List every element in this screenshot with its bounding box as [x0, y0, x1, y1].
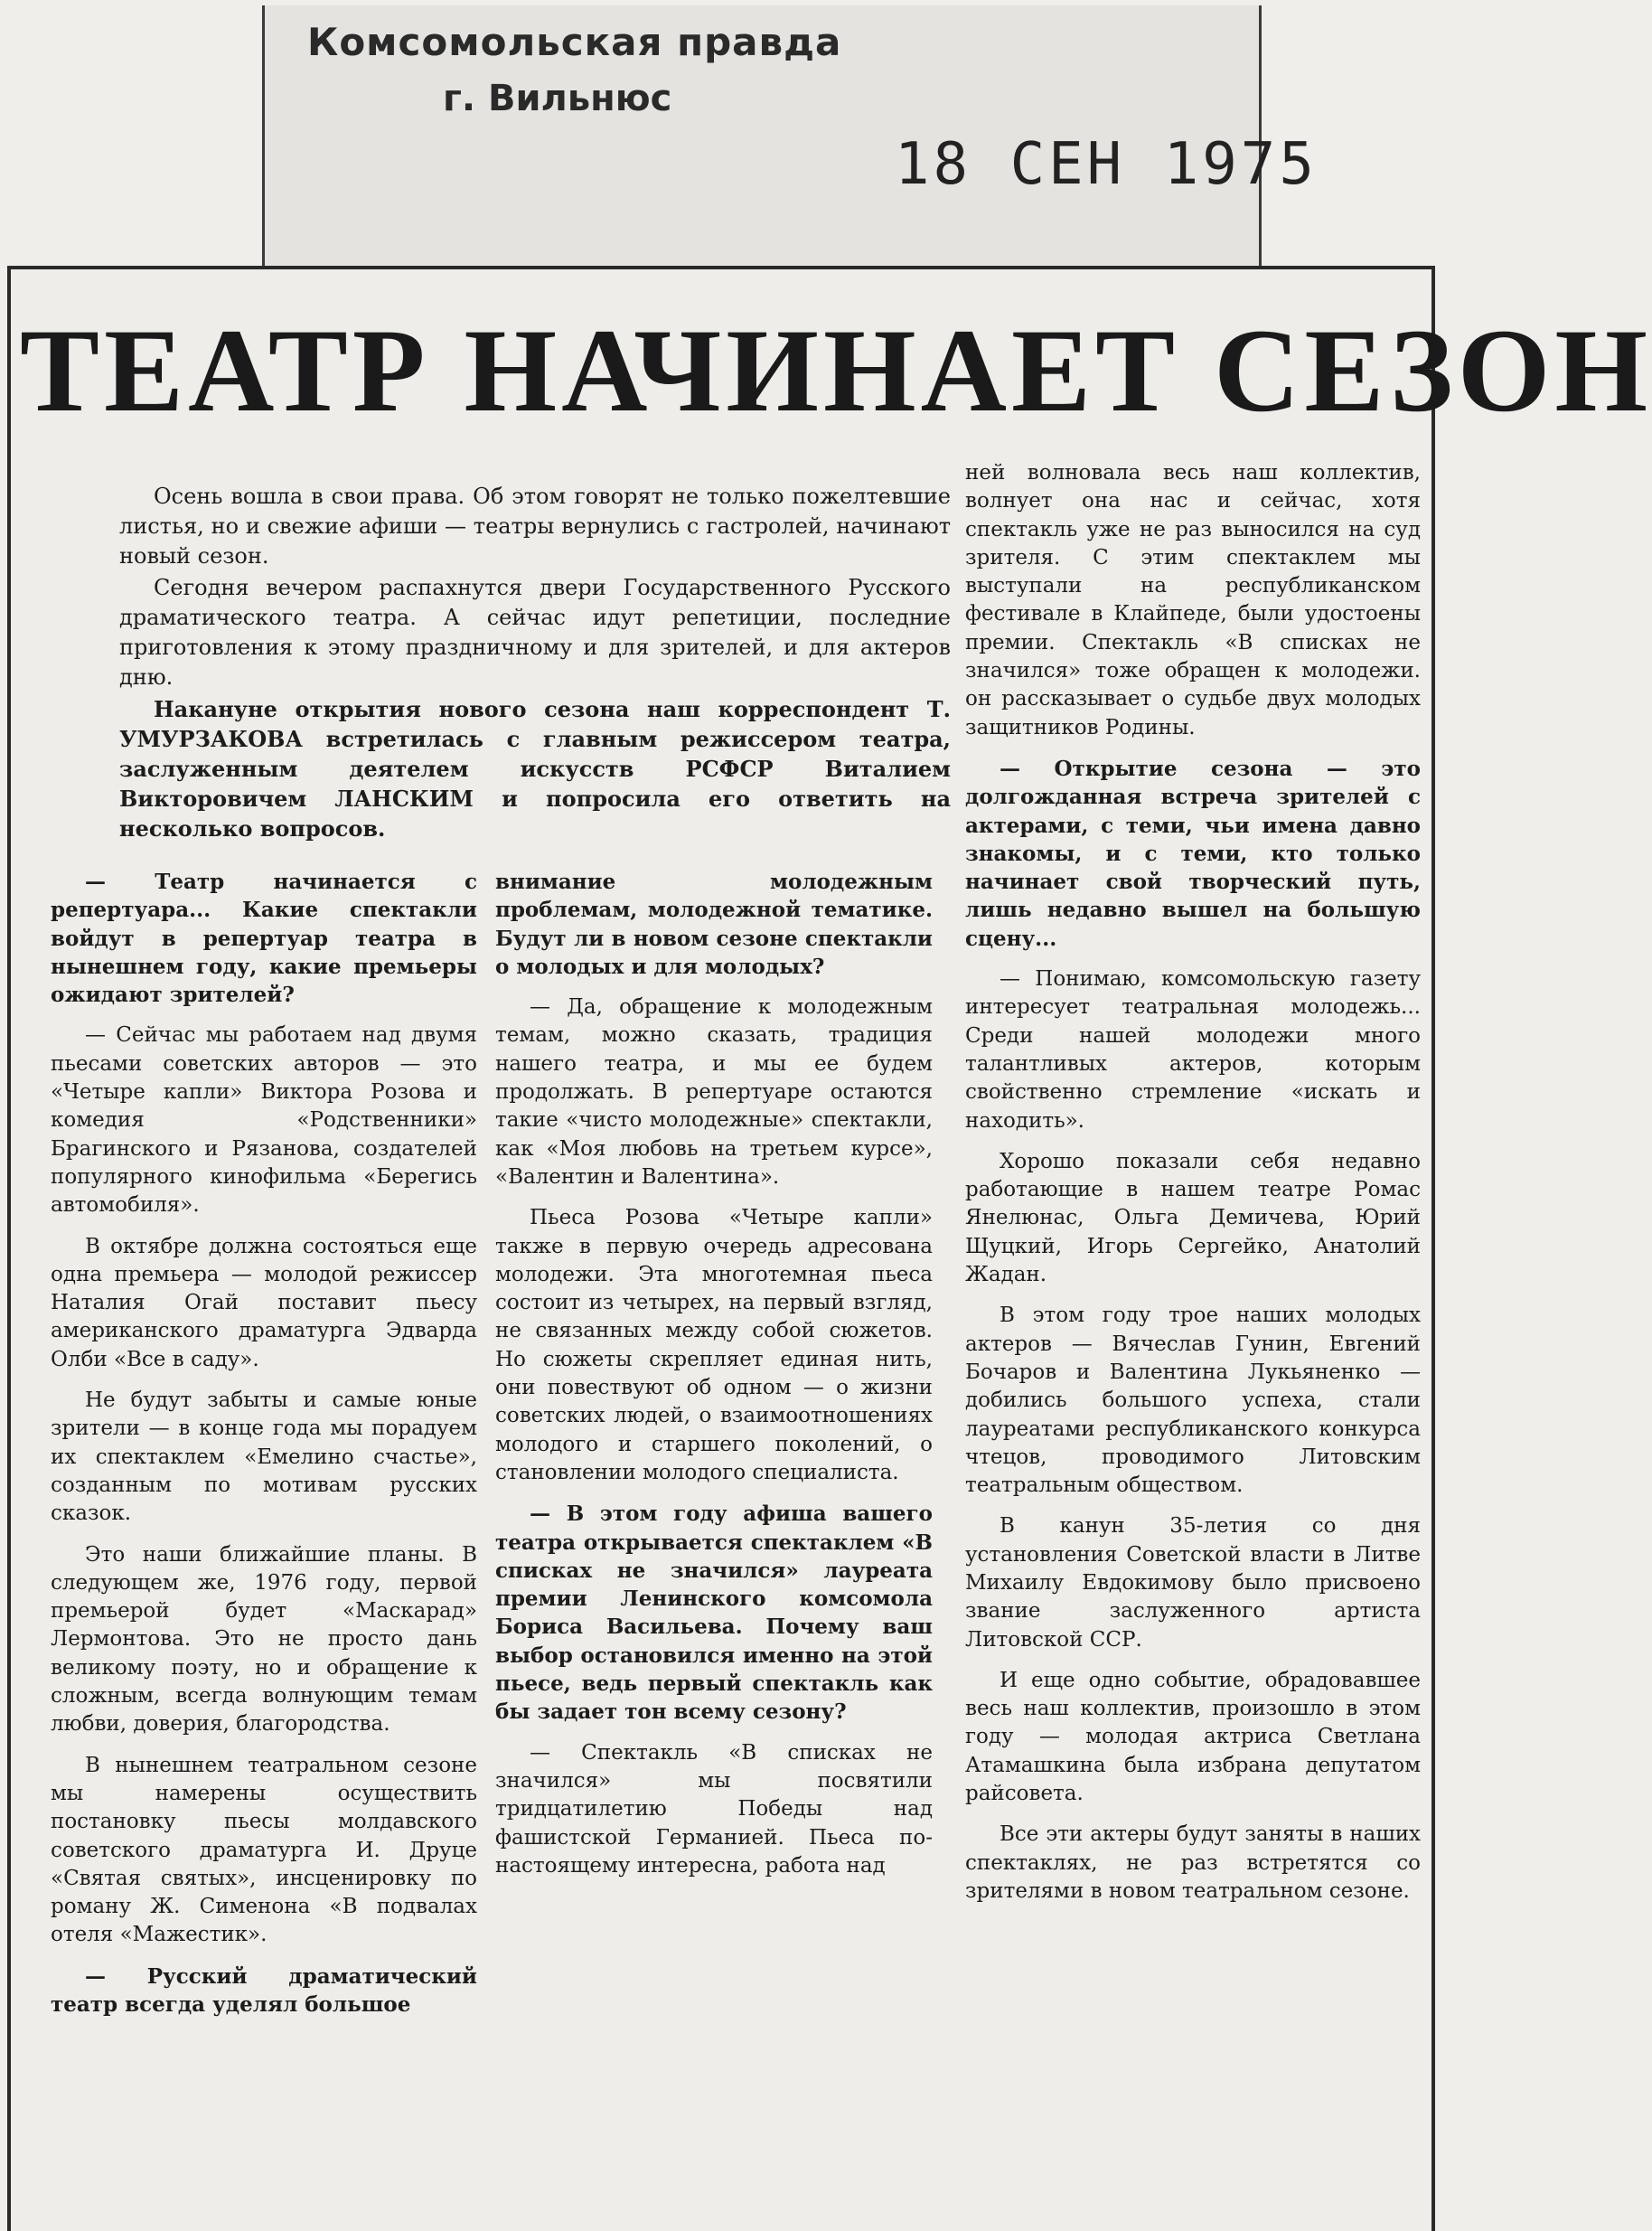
- article-intro: [119, 482, 951, 852]
- answer-paragraph: В канун 35-летия со дня установления Советской власти в Литве Михаилу Евдокимову было присвоено звание заслуженного артиста Литовской ССР.: [965, 1514, 1421, 1652]
- answer-paragraph: В нынешнем театральном сезоне мы намерены осуществить постановку пьесы молдавского советского драматурга И. Друце «Святая святых», инсценировку по роману Ж. Сименона «В подвалах отеля «Мажестик».: [51, 1753, 477, 1947]
- answer-paragraph: — Понимаю, комсомольскую газету интересует театральная молодежь... Среди нашей молодежи много талантливых актеров, которым свойственно стремление «искать и находить».: [965, 967, 1421, 1133]
- answer-paragraph: Все эти актеры будут заняты в наших спектаклях, не раз встретятся со зрителями в новом театральном сезоне.: [965, 1822, 1421, 1903]
- city-stamp: г. Вильнюс: [443, 78, 672, 119]
- newspaper-name-stamp: Комсомольская правда: [307, 20, 842, 64]
- answer-paragraph: Пьеса Розова «Четыре капли» также в первую очередь адресована молодежи. Эта многотемная пьеса состоит из четырех, на первый взгляд, не связанных между собой сюжетов. Но сюжеты скрепляет единая нить, они повествуют об одном — о жизни советских людей, о взаимоотношениях молодого и старшего поколений, о становлении молодого специалиста.: [495, 1206, 933, 1484]
- question-paragraph: — Русский драматический театр всегда уделял большое: [51, 1963, 477, 2017]
- question-paragraph: — Театр начинается с репертуара... Какие спектакли войдут в репертуар театра в нынешнем году, какие премьеры ожидают зрителей?: [51, 870, 477, 1008]
- answer-paragraph: — Да, обращение к молодежным темам, можно сказать, традиция нашего театра, и мы ее будем продолжать. В репертуаре остаются такие «чисто молодежные» спектакли, как «Моя любовь на третьем курсе», «Валентин и Валентина».: [495, 995, 933, 1189]
- answer-paragraph: В этом году трое наших молодых актеров — Вячеслав Гунин, Евгений Бочаров и Валентина Лукьяненко — добились большого успеха, стали лауреатами республиканского конкурса чтецов, проводимого Литовским театральным обществом.: [965, 1304, 1421, 1498]
- answer-paragraph: — Спектакль «В списках не значился» мы посвятили тридцатилетию Победы над фашистской Германией. Пьеса по-настоящему интересна, работа над: [495, 1740, 933, 1878]
- answer-paragraph: ней волновала весь наш коллектив, волнует она нас и сейчас, хотя спектакль уже не раз выносился на суд зрителя. С этим спектаклем мы выступали на республиканском фестивале в Клайпеде, были удостоены премии. Спектакль «В списках не значился» тоже обращен к молодежи. он рассказывает о судьбе двух молодых защитников Родины.: [965, 461, 1421, 739]
- column-1: [51, 868, 477, 2224]
- answer-paragraph: В октябре должна состояться еще одна премьера — молодой режиссер Наталия Огай поставит пьесу американского драматурга Эдварда Олби «Все в саду».: [51, 1234, 477, 1371]
- question-paragraph: — В этом году афиша вашего театра открывается спектаклем «В списках не значился» лауреата премии Ленинского комсомола Бориса Васильева. Почему ваш выбор остановился именно на этой пьесе, ведь первый спектакль как бы задает тон всему сезону?: [495, 1501, 933, 1725]
- answer-paragraph: И еще одно событие, обрадовавшее весь наш коллектив, произошло в этом году — молодая актриса Светлана Атамашкина была избрана депутатом райсовета.: [965, 1668, 1421, 1806]
- question-paragraph: внимание молодежным проблемам, молодежной тематике. Будут ли в новом сезоне спектакли о молодых и для молодых?: [495, 870, 933, 979]
- date-stamp: 18 СЕН 1975: [895, 131, 1318, 198]
- intro-paragraph: Осень вошла в свои права. Об этом говорят не только пожелтевшие листья, но и свежие афиши — театры вернулись с гастролей, начинают новый сезон.: [119, 484, 951, 569]
- question-paragraph: — Открытие сезона — это долгожданная встреча зрителей с актерами, с теми, чьи имена давно знакомы, и с теми, кто только начинает свой творческий путь, лишь недавно вышел на большую сцену...: [965, 756, 1421, 951]
- article-title: ТЕАТР НАЧИНАЕТ СЕЗОН: [20, 304, 1652, 437]
- answer-paragraph: Хорошо показали себя недавно работающие в нашем театре Ромас Янелюнас, Ольга Демичева, Юрий Щуцкий, Игорь Сергейко, Анатолий Жадан.: [965, 1149, 1421, 1287]
- answer-paragraph: Не будут забыты и самые юные зрители — в конце года мы порадуем их спектаклем «Емелино счастье», созданным по мотивам русских сказок.: [51, 1388, 477, 1526]
- column-2: [495, 868, 933, 2224]
- column-3: [965, 459, 1421, 2222]
- answer-paragraph: — Сейчас мы работаем над двумя пьесами советских авторов — это «Четыре капли» Виктора Розова и комедия «Родственники» Брагинского и Рязанова, создателей популярного кинофильма «Берегись автомобиля».: [51, 1023, 477, 1218]
- intro-paragraph: Накануне открытия нового сезона наш корреспондент Т. УМУРЗАКОВА встретилась с главным режиссером театра, заслуженным деятелем искусств РСФСР Виталием Викторовичем ЛАНСКИМ и попросила его ответить на несколько вопросов.: [119, 696, 951, 842]
- intro-paragraph: Сегодня вечером распахнутся двери Государственного Русского драматического театра. А сейчас идут репетиции, последние приготовления к этому праздничному и для зрителей, и для актеров дню.: [119, 575, 951, 690]
- answer-paragraph: Это наши ближайшие планы. В следующем же, 1976 году, первой премьерой будет «Маскарад» Лермонтова. Это не просто дань великому поэту, но и обращение к сложным, всегда волнующим темам любви, доверия, благородства.: [51, 1542, 477, 1737]
